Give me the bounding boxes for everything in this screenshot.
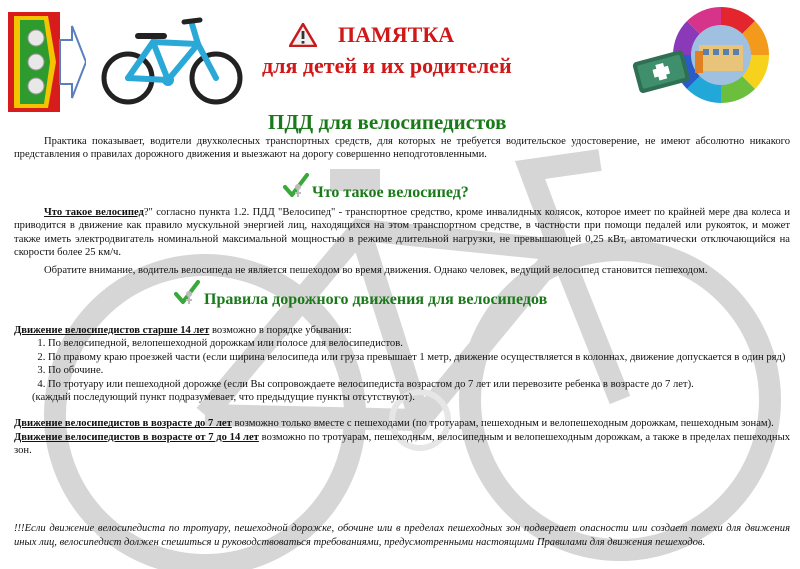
under7-paragraph [14,417,790,430]
list-item: 1. По велосипедной, велопешеходной дорожкам или полосе для велосипедистов. [48,337,790,350]
section1-paragraph2: Обратите внимание, водитель велосипеда не является пешеходом во время движения. Однако человек, ведущий велосипед становится пешеходом. [44,265,708,276]
7to14-rest: возможно по тротуарам, пешеходным, велосипедным и велопешеходным дорожкам, а также в пределах пешеходных зон. [14,431,790,457]
footer-warning: !!!Если движение велосипедиста по тротуару, пешеходной дорожке, обочине или в пределах пешеходных зон подвергает опасности или создает помехи для движения иных лиц, велосипедист должен спешиться и руководствоваться требованиями, предусмотренными настоящими Правилами для движения пешеходов. [14,523,790,548]
bicycle-definition-text: ?" согласно пункта 1.2. ПДД "Велосипед" - транспортное средство, кроме инвалидных колясок, которое имеет по крайней мере два колеса и приводится в движение как правило мускульной энергией лиц, находящихся на этом транспортном средстве, в частности при помощи педалей или рукояток, и может также иметь электродвигатель номинальной максимальной мощностью в режиме длительной нагрузки, не превышающей 0,25 кВт, автоматически отключающийся на скорости более 25 км/ч. [14,207,790,259]
rules-list [14,337,790,391]
rules-note: (каждый последующий пункт подразумевает, что предыдущие пункты отсутствуют). [32,392,415,404]
section1-title: Что такое велосипед? [312,184,469,201]
7to14-paragraph [14,431,790,458]
section2-title: Правила дорожного движения для велосипедов [204,291,548,308]
warning-triangle-icon [289,23,317,47]
school-wheel-icon [626,5,794,115]
7to14-bold: Движение велосипедистов в возрасте от 7 до 14 лет [14,431,259,443]
over14-lead [14,324,790,337]
header-title: ПАМЯТКА [338,22,455,47]
under7-bold: Движение велосипедистов в возрасте до 7 лет [14,418,232,430]
list-item: 4. По тротуару или пешеходной дорожке (если Вы сопровождаете велосипедиста возрастом до 7 лет или перевозите ребенка в возрасте до 7 лет). [48,378,790,391]
checkmark-figure-icon [174,280,200,306]
bicycle-definition-term: Что такое велосипед [44,207,144,218]
intro-paragraph: Практика показывает, водители двухколесных транспортных средств, для которых не требуется водительское удостоверение, не имеют абсолютно никакого представления о правилах дорожного движения и выезжают на дорогу совершенно неподготовленными. [14,136,790,161]
under7-rest: возможно только вместе с пешеходами (по тротуарам, пешеходным и велопешеходным дорожкам, пешеходным зонам). [231,418,774,430]
rules-block [14,324,790,458]
blue-bicycle-icon [98,10,248,110]
main-title: ПДД для велосипедистов [268,110,507,134]
list-item: 2. По правому краю проезжей части (если ширина велосипеда или груза превышает 1 метр, движение осуществляется в колоннах, движение допускается в один ряд) [48,351,790,364]
list-item: 3. По обочине. [48,364,790,377]
over14-lead-rest: возможно в порядке убывания: [209,325,352,336]
over14-lead-bold: Движение велосипедистов старше 14 лет [14,325,210,336]
traffic-light-icon [8,12,86,112]
header-subtitle: для детей и их родителей [262,53,512,78]
checkmark-figure-icon [283,173,309,199]
section1-paragraph1 [14,206,790,260]
